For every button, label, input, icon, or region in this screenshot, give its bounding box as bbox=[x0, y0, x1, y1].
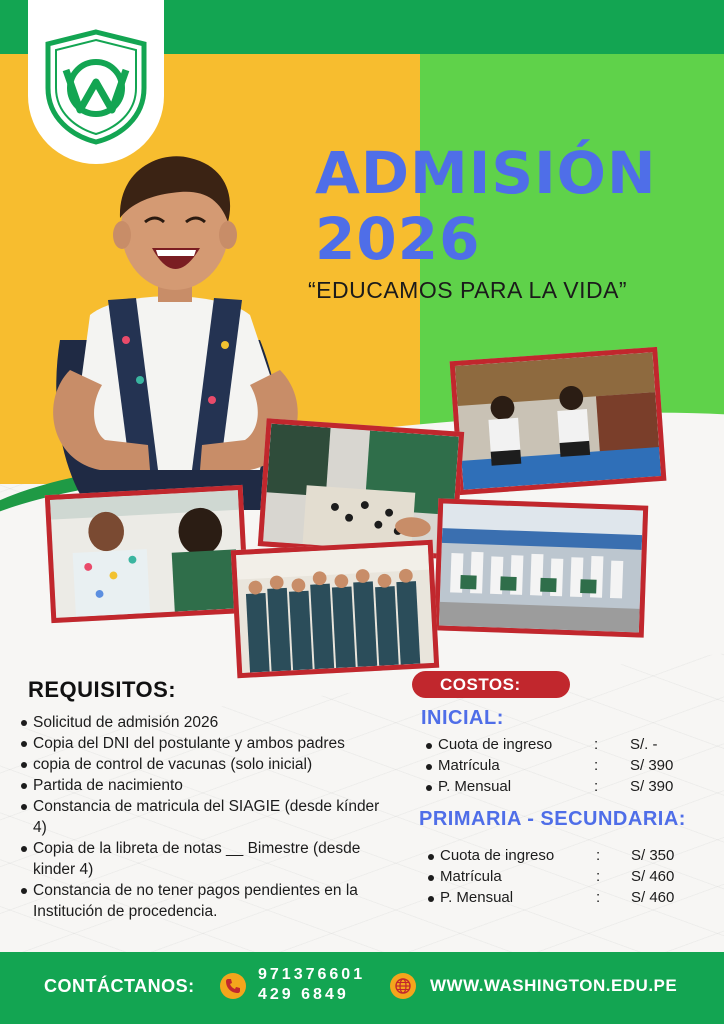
requirements-title: REQUISITOS: bbox=[28, 677, 177, 702]
cost-label: Matrícula bbox=[440, 868, 502, 885]
requirement-item: Copia del DNI del postulante y ambos padres bbox=[20, 733, 390, 754]
requirement-item: Partida de nacimiento bbox=[20, 775, 390, 796]
slogan: “EDUCAMOS PARA LA VIDA” bbox=[308, 277, 628, 303]
headline-line1: ADMISIÓN bbox=[315, 139, 657, 207]
graduation-photo bbox=[231, 540, 439, 678]
primaria-secundaria-title: PRIMARIA - SECUNDARIA: bbox=[419, 808, 686, 830]
cost-row bbox=[424, 778, 704, 799]
cost-label: Cuota de ingreso bbox=[440, 847, 555, 864]
cost-label: P. Mensual bbox=[438, 778, 512, 795]
inicial-costs bbox=[424, 736, 704, 799]
contact-label: CONTÁCTANOS: bbox=[44, 976, 195, 996]
requirement-item: Constancia de no tener pagos pendientes en la Institución de procedencia. bbox=[20, 880, 390, 922]
cost-row bbox=[424, 757, 704, 778]
school-shield-logo bbox=[40, 28, 152, 146]
inicial-title: INICIAL: bbox=[421, 707, 504, 729]
cost-value: S/ 460 bbox=[631, 889, 675, 906]
globe-icon bbox=[390, 973, 416, 999]
cost-row bbox=[426, 889, 706, 910]
cost-value: S/ 390 bbox=[630, 757, 674, 774]
admission-headline bbox=[315, 140, 657, 272]
cost-row bbox=[426, 868, 706, 889]
costs-label: COSTOS: bbox=[412, 671, 570, 698]
cost-separator: : bbox=[596, 889, 601, 906]
contact-footer bbox=[0, 952, 724, 1024]
requirement-item: copia de control de vacunas (solo inicial) bbox=[20, 754, 390, 775]
website-link[interactable]: WWW.WASHINGTON.EDU.PE bbox=[430, 976, 678, 995]
cost-value: S/ 350 bbox=[631, 847, 675, 864]
phone-number[interactable]: 971376601 bbox=[258, 966, 366, 983]
requirement-item: Solicitud de admisión 2026 bbox=[20, 712, 390, 733]
cost-value: S/. - bbox=[630, 736, 658, 753]
headline-year: 2026 bbox=[315, 205, 481, 273]
cost-value: S/ 460 bbox=[631, 868, 675, 885]
cost-row bbox=[426, 847, 706, 868]
primaria-costs bbox=[426, 847, 706, 910]
chess-photo bbox=[258, 418, 464, 560]
marching-band-photo bbox=[434, 498, 648, 637]
requirement-item: Constancia de matricula del SIAGIE (desde kínder 4) bbox=[20, 796, 390, 838]
cost-label: Cuota de ingreso bbox=[438, 736, 553, 753]
cost-separator: : bbox=[596, 847, 601, 864]
phone-number[interactable]: 429 6849 bbox=[258, 986, 349, 1003]
phone-icon bbox=[220, 973, 246, 999]
cost-separator: : bbox=[594, 736, 599, 753]
cost-value: S/ 390 bbox=[630, 778, 674, 795]
cost-separator: : bbox=[594, 757, 599, 774]
phone-numbers bbox=[258, 965, 365, 1005]
nurse-photo bbox=[45, 485, 249, 623]
cost-separator: : bbox=[596, 868, 601, 885]
requirement-item: Copia de la libreta de notas __ Bimestre (desde kinder 4) bbox=[20, 838, 390, 880]
cost-label: Matrícula bbox=[438, 757, 500, 774]
volleyball-photo bbox=[450, 347, 667, 495]
cost-separator: : bbox=[594, 778, 599, 795]
requirements-list bbox=[20, 712, 390, 922]
cost-label: P. Mensual bbox=[440, 889, 514, 906]
cost-row bbox=[424, 736, 704, 757]
